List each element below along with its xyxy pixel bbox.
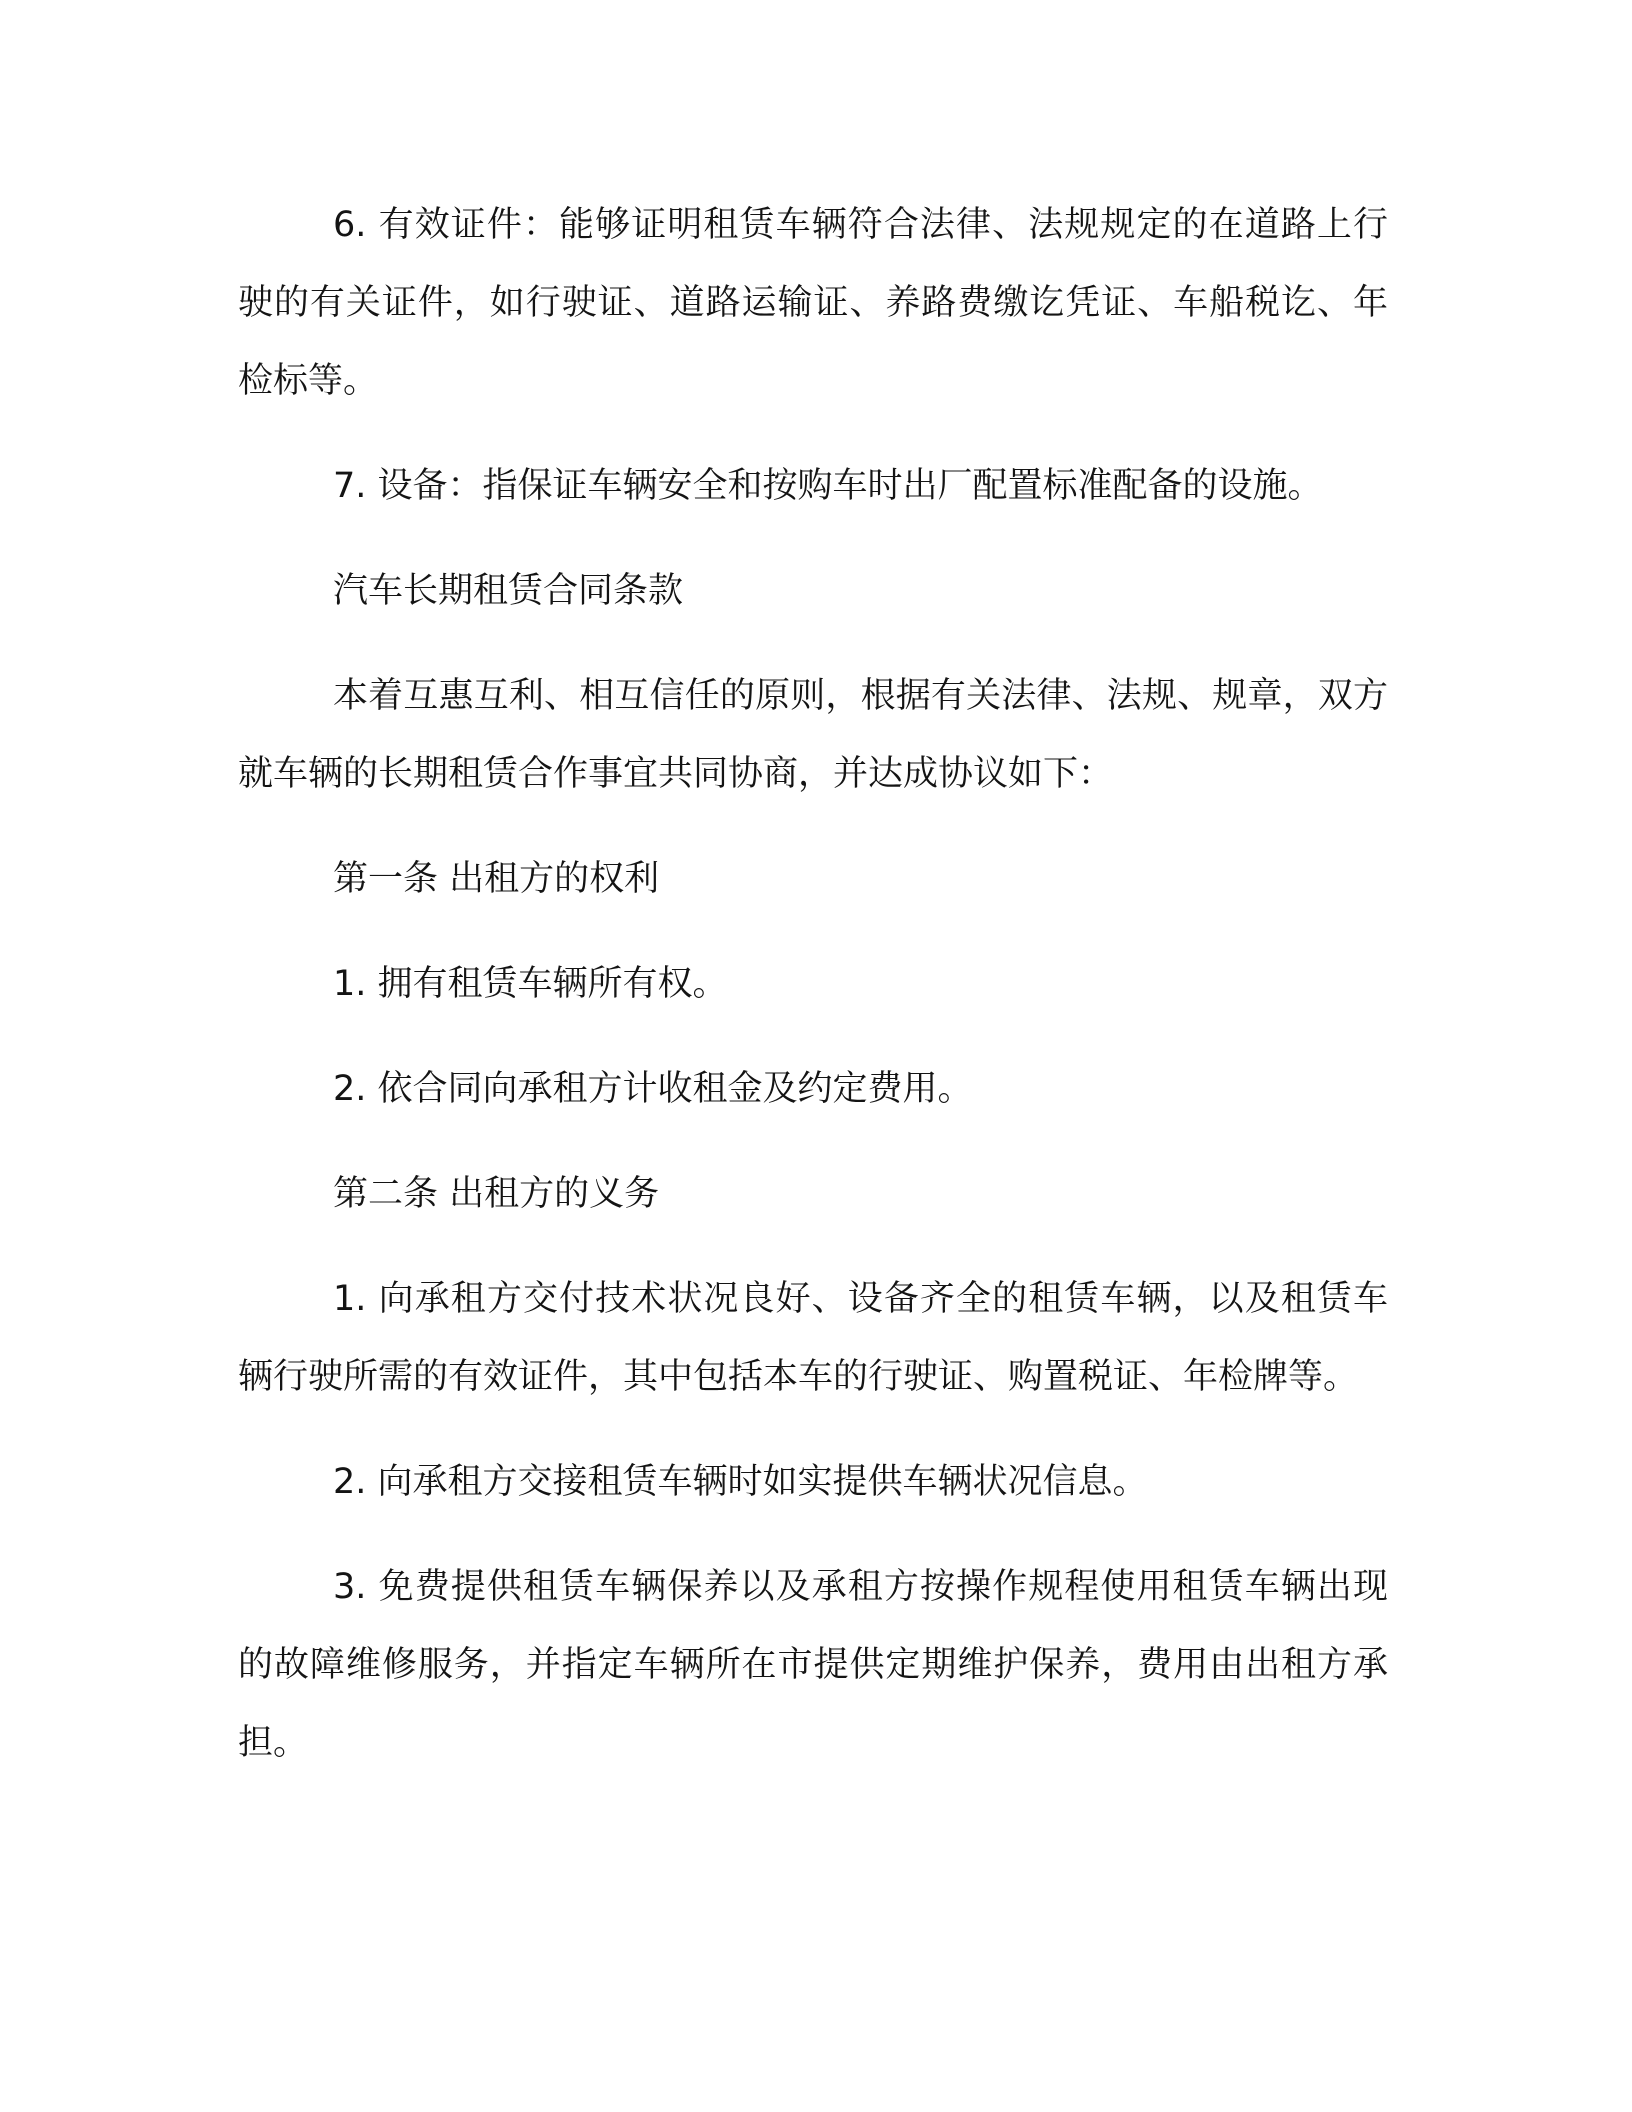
- article-1-item-2: 2. 依合同向承租方计收租金及约定费用。: [333, 1069, 973, 1109]
- paragraph-preamble: 本着互惠互利、相互信任的原则，根据有关法律、法规、规章，双方就车辆的长期租赁合作事宜共同协商，并达成协议如下：: [238, 676, 1388, 794]
- article-2-item-3: 3. 免费提供租赁车辆保养以及承租方按操作规程使用租赁车辆出现的故障维修服务，并指定车辆所在市提供定期维护保养，费用由出租方承担。: [238, 1567, 1388, 1763]
- article-2-heading: 第二条 出租方的义务: [333, 1174, 660, 1214]
- paragraph-equipment: 7. 设备：指保证车辆安全和按购车时出厂配置标准配备的设施。: [333, 466, 1323, 506]
- article-1-item-1: 1. 拥有租赁车辆所有权。: [333, 964, 728, 1004]
- article-2-item-1: 1. 向承租方交付技术状况良好、设备齐全的租赁车辆，以及租赁车辆行驶所需的有效证件，其中包括本车的行驶证、购置税证、年检牌等。: [238, 1279, 1388, 1397]
- contract-title: 汽车长期租赁合同条款: [333, 571, 684, 611]
- paragraph-valid-documents: 6. 有效证件：能够证明租赁车辆符合法律、法规规定的在道路上行驶的有关证件，如行驶证、道路运输证、养路费缴讫凭证、车船税讫、年检标等。: [238, 205, 1388, 401]
- article-2-item-2: 2. 向承租方交接租赁车辆时如实提供车辆状况信息。: [333, 1462, 1148, 1502]
- article-1-heading: 第一条 出租方的权利: [333, 859, 660, 899]
- document-body: [238, 186, 1388, 1809]
